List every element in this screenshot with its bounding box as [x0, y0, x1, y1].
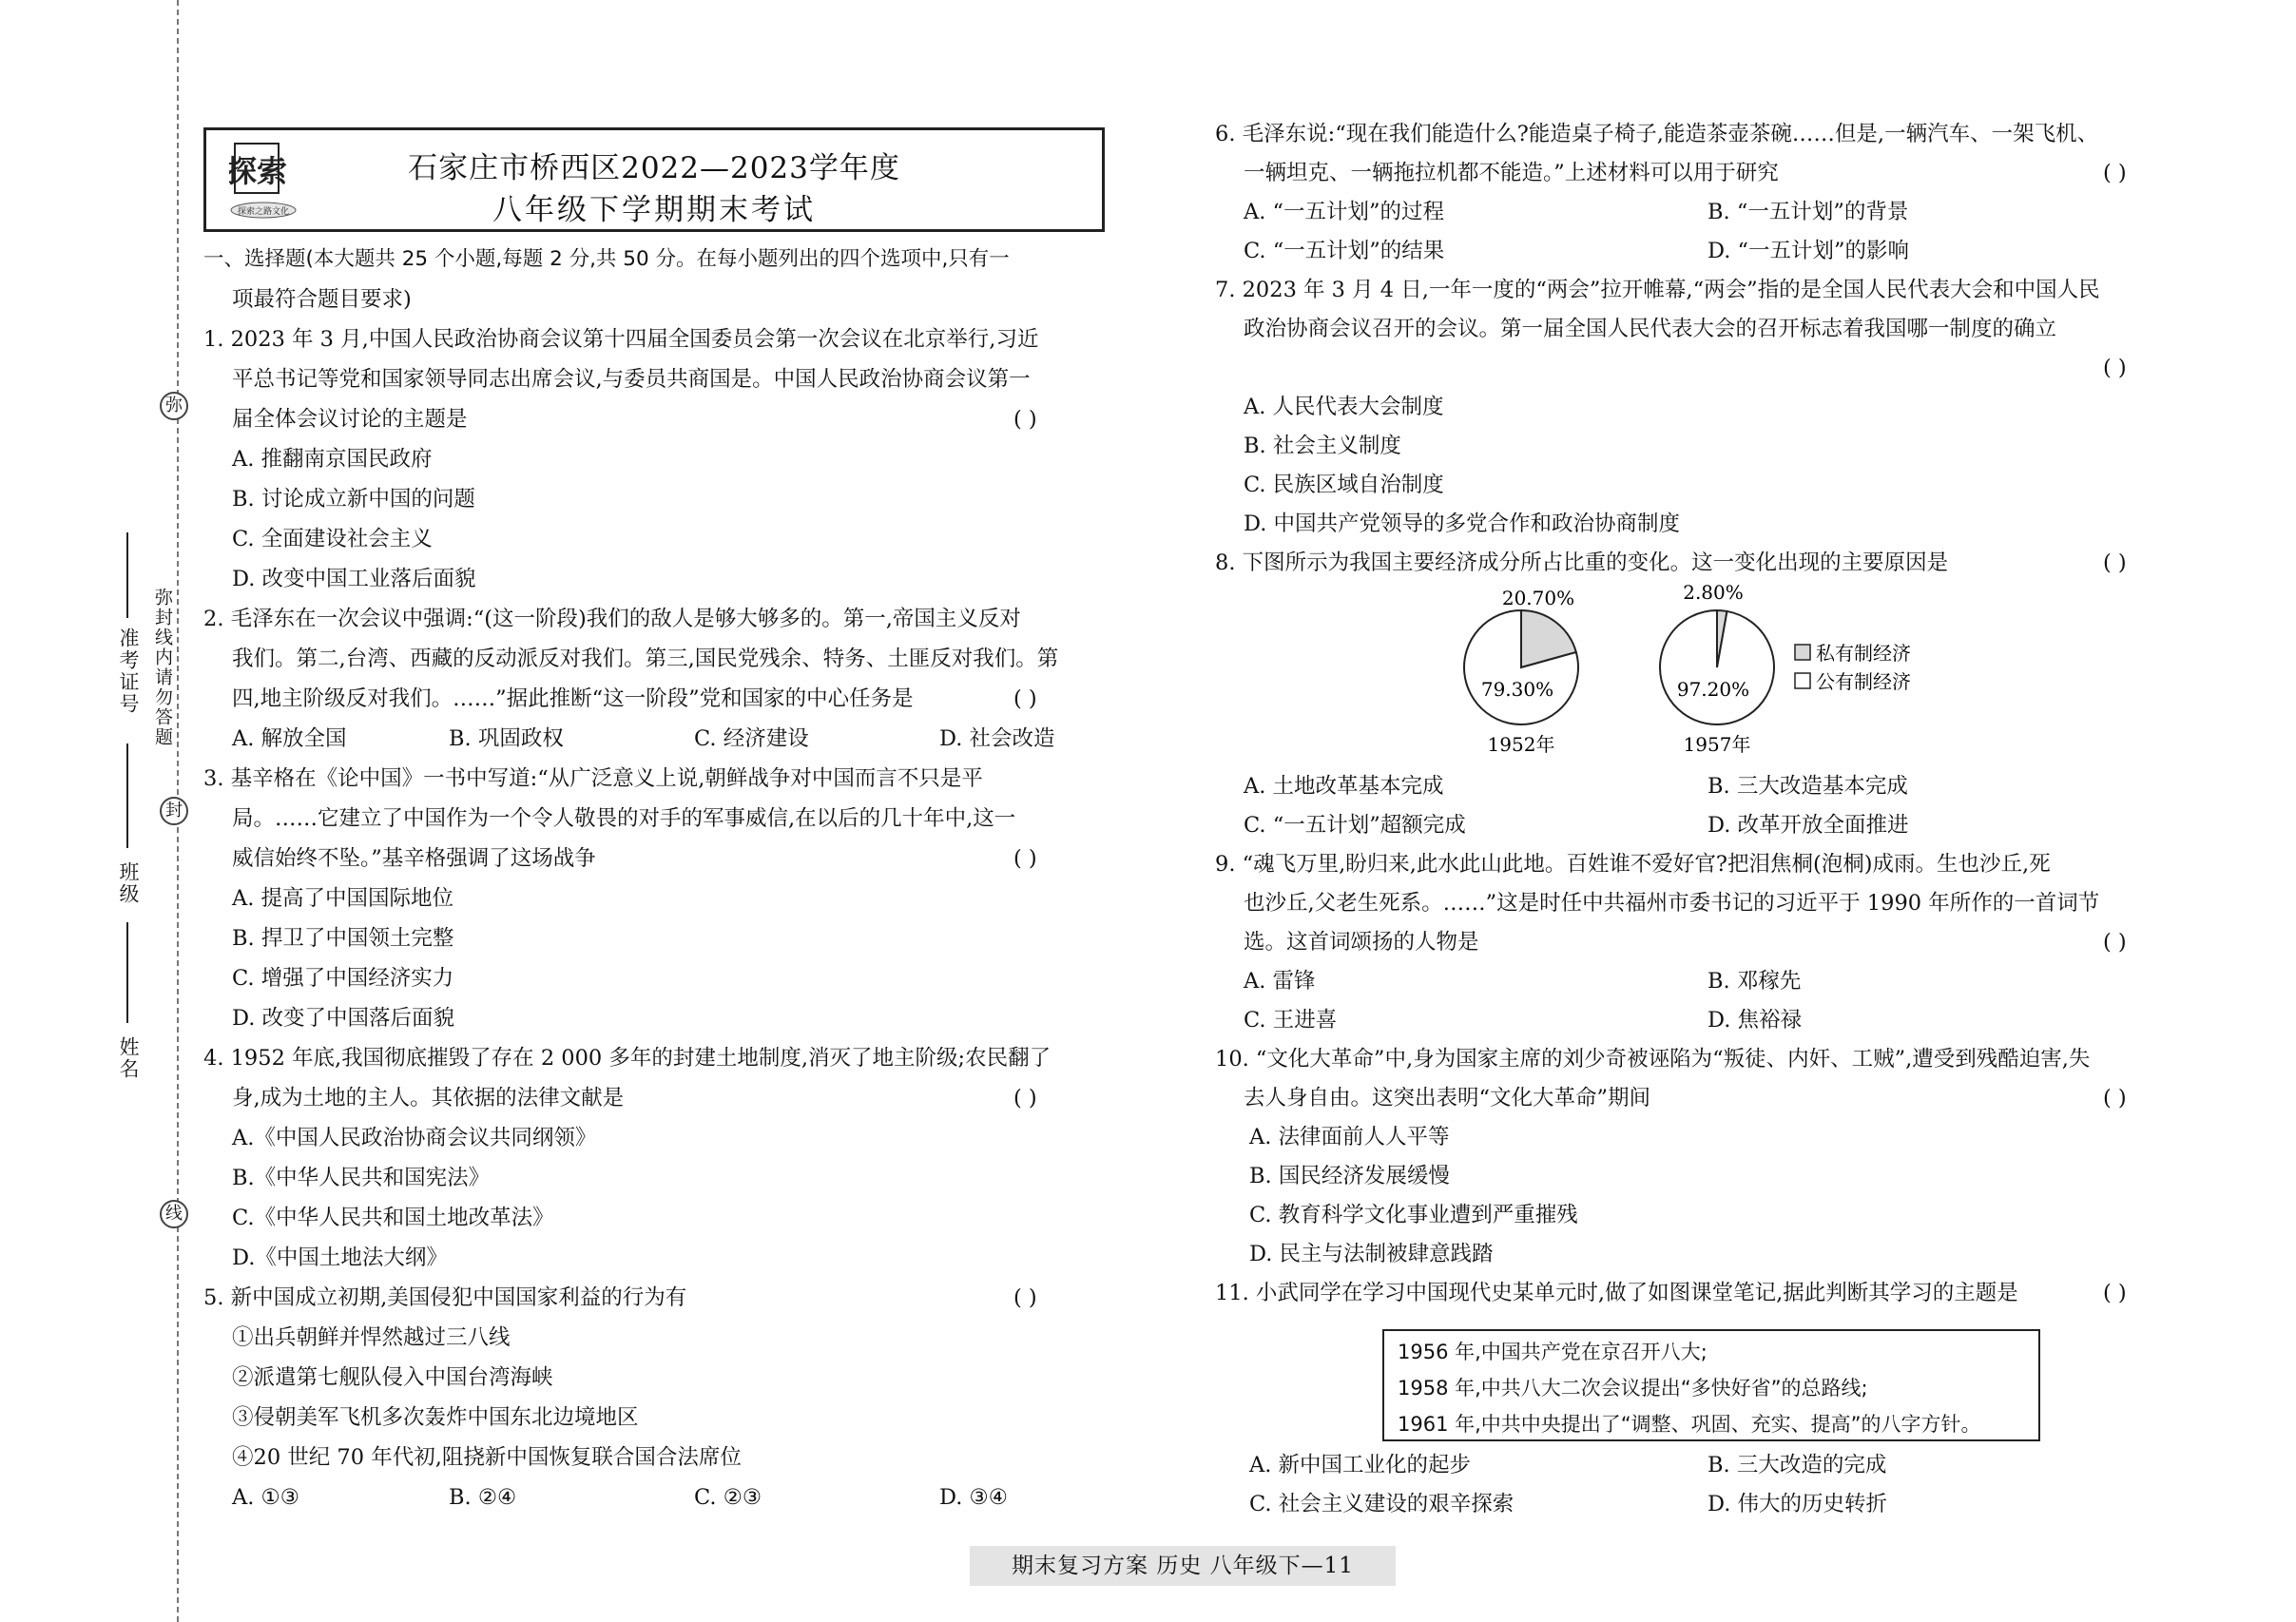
- q2-stem-line3: 四,地主阶级反对我们。……”据此推断“这一阶段”党和国家的中心任务是: [232, 686, 914, 711]
- q4-option-d[interactable]: D.《中国土地法大纲》: [232, 1245, 448, 1270]
- exam-title: 石家庄市桥西区2022—2023学年度: [408, 151, 900, 185]
- q11-note-line2: 1958 年,中共八大二次会议提出“多快好省”的总路线;: [1398, 1377, 1868, 1400]
- q5-item-2: ②派遣第七舰队侵入中国台湾海峡: [232, 1365, 553, 1390]
- q6-option-d[interactable]: D. “一五计划”的影响: [1708, 239, 1910, 263]
- q9-stem-line1: 9. “魂飞万里,盼归来,此水此山此地。百姓谁不爱好官?把泪焦桐(泡桐)成雨。生也沙丘,死: [1215, 852, 2051, 877]
- binding-note: 弥封线内请勿答题: [152, 588, 173, 747]
- q10-stem-line2: 去人身自由。这突出表明“文化大革命”期间: [1244, 1086, 1651, 1110]
- q6-stem-line1: 6. 毛泽东说:“现在我们能造什么?能造桌子椅子,能造茶壶茶碗……但是,一辆汽车、一架飞机、: [1215, 122, 2099, 146]
- q2-stem-line1: 2. 毛泽东在一次会议中强调:“(这一阶段)我们的敌人是够大够多的。第一,帝国主义反对: [203, 607, 1021, 631]
- binding-margin: [0, 0, 190, 1622]
- pie-chart-1952: [1464, 610, 1578, 724]
- q11-option-a[interactable]: A. 新中国工业化的起步: [1249, 1453, 1472, 1477]
- q11-stem-line1: 11. 小武同学在学习中国现代史某单元时,做了如图课堂笔记,据此判断其学习的主题是: [1215, 1281, 2018, 1305]
- q7-stem-line1: 7. 2023 年 3 月 4 日,一年一度的“两会”拉开帷幕,“两会”指的是全国人民代表大会和中国人民: [1215, 278, 2100, 302]
- q10-option-c[interactable]: C. 教育科学文化事业遭到严重摧残: [1249, 1203, 1578, 1227]
- q2-option-a[interactable]: A. 解放全国: [232, 726, 347, 751]
- q1-option-a[interactable]: A. 推翻南京国民政府: [232, 447, 433, 472]
- svg-text:探索: 探索: [229, 153, 288, 189]
- q7-stem-line2: 政治协商会议召开的会议。第一届全国人民代表大会的召开标志着我国哪一制度的确立: [1244, 317, 2057, 341]
- q7-answer-blank[interactable]: ( ): [2103, 356, 2127, 380]
- class-field[interactable]: [126, 743, 128, 848]
- q1-option-d[interactable]: D. 改变中国工业落后面貌: [232, 567, 476, 591]
- name-field[interactable]: [126, 922, 128, 1023]
- q5-item-4: ④20 世纪 70 年代初,阻挠新中国恢复联合国合法席位: [232, 1445, 742, 1470]
- q4-option-a[interactable]: A.《中国人民政治协商会议共同纲领》: [232, 1126, 597, 1150]
- q1-option-b[interactable]: B. 讨论成立新中国的问题: [232, 487, 475, 512]
- q5-option-b[interactable]: B. ②④: [449, 1485, 517, 1510]
- q10-stem-line1: 10. “文化大革命”中,身为国家主席的刘少奇被诬陷为“叛徒、内奸、工贼”,遭受到残酷迫害,失: [1215, 1047, 2091, 1072]
- q11-option-b[interactable]: B. 三大改造的完成: [1708, 1453, 1887, 1477]
- q3-option-b[interactable]: B. 捍卫了中国领土完整: [232, 926, 454, 951]
- pie-1952-label-public: 20.70%: [1501, 587, 1575, 609]
- q8-stem-line1: 8. 下图所示为我国主要经济成分所占比重的变化。这一变化出现的主要原因是: [1215, 550, 1949, 575]
- q1-stem-line2: 平总书记等党和国家领导同志出席会议,与委员共商国是。中国人民政治协商会议第一: [232, 367, 1031, 392]
- q11-option-d[interactable]: D. 伟大的历史转折: [1708, 1492, 1888, 1516]
- q9-stem-line3: 选。这首词颂扬的人物是: [1244, 930, 1479, 955]
- exam-header: [203, 127, 1105, 232]
- q9-option-b[interactable]: B. 邓稼先: [1708, 969, 1802, 994]
- name-label: 姓名: [117, 1036, 140, 1080]
- q3-stem-line2: 局。……它建立了中国作为一个令人敬畏的对手的军事威信,在以后的几十年中,这一: [232, 806, 1016, 831]
- q7-option-b[interactable]: B. 社会主义制度: [1244, 434, 1401, 458]
- q4-stem-line2: 身,成为土地的主人。其依据的法律文献是: [232, 1086, 625, 1110]
- binding-mark-xian: 线: [160, 1200, 188, 1228]
- q2-option-c[interactable]: C. 经济建设: [694, 726, 809, 751]
- pie-chart-1957: [1660, 610, 1774, 724]
- q6-stem-line2: 一辆坦克、一辆拖拉机都不能造。”上述材料可以用于研究: [1244, 161, 1779, 185]
- q5-item-1: ①出兵朝鲜并悍然越过三八线: [232, 1325, 511, 1350]
- exam-id-label: 准考证号: [117, 628, 140, 715]
- legend-swatch-private: [1795, 645, 1810, 660]
- q3-stem-line1: 3. 基辛格在《论中国》一书中写道:“从广泛意义上说,朝鲜战争对中国而言不只是平: [203, 766, 983, 791]
- q10-option-a[interactable]: A. 法律面前人人平等: [1249, 1125, 1450, 1149]
- q2-stem-line2: 我们。第二,台湾、西藏的反动派反对我们。第三,国民党残余、特务、土匪反对我们。第: [232, 647, 1059, 671]
- q9-option-c[interactable]: C. 王进喜: [1244, 1008, 1338, 1033]
- class-label: 班级: [117, 861, 140, 905]
- svg-text:探索之路文化: 探索之路文化: [237, 207, 290, 217]
- q9-option-d[interactable]: D. 焦裕禄: [1708, 1008, 1803, 1033]
- q9-option-a[interactable]: A. 雷锋: [1244, 969, 1316, 994]
- q4-option-c[interactable]: C.《中华人民共和国土地改革法》: [232, 1206, 554, 1230]
- section-heading-cont: 项最符合题目要求): [232, 287, 412, 312]
- legend-swatch-public: [1795, 673, 1810, 688]
- page-footer: 期末复习方案 历史 八年级下—11: [970, 1546, 1396, 1586]
- binding-mark-mi: 弥: [160, 392, 188, 420]
- q6-option-b[interactable]: B. “一五计划”的背景: [1708, 200, 1909, 224]
- q4-stem-line1: 4. 1952 年底,我国彻底摧毁了存在 2 000 多年的封建土地制度,消灭了地主阶级;农民翻了: [203, 1046, 1052, 1071]
- q2-option-d[interactable]: D. 社会改造: [939, 726, 1055, 751]
- q4-option-b[interactable]: B.《中华人民共和国宪法》: [232, 1166, 491, 1190]
- q9-stem-line2: 也沙丘,父老生死系。……”这是时任中共福州市委书记的习近平于 1990 年所作的一首词节: [1244, 891, 2100, 916]
- q11-note-line3: 1961 年,中共中央提出了“调整、巩固、充实、提高”的八字方针。: [1398, 1413, 1981, 1436]
- q7-option-c[interactable]: C. 民族区域自治制度: [1244, 473, 1444, 497]
- q3-option-d[interactable]: D. 改变了中国落后面貌: [232, 1006, 455, 1031]
- q1-stem-line1: 1. 2023 年 3 月,中国人民政治协商会议第十四届全国委员会第一次会议在北京举行,习近: [203, 327, 1039, 352]
- q10-answer-blank[interactable]: ( ): [2103, 1086, 2127, 1110]
- q5-stem-line1: 5. 新中国成立初期,美国侵犯中国国家利益的行为有: [203, 1285, 687, 1310]
- exam-id-field[interactable]: [126, 532, 128, 618]
- q11-answer-blank[interactable]: ( ): [2103, 1281, 2127, 1305]
- section-heading: 一、选择题(本大题共 25 个小题,每题 2 分,共 50 分。在每小题列出的四个选项中,只有一: [203, 247, 1010, 271]
- q5-option-a[interactable]: A. ①③: [232, 1485, 299, 1510]
- q4-answer-blank[interactable]: ( ): [1013, 1086, 1037, 1110]
- q6-option-c[interactable]: C. “一五计划”的结果: [1244, 239, 1445, 263]
- q3-option-c[interactable]: C. 增强了中国经济实力: [232, 966, 454, 991]
- q1-option-c[interactable]: C. 全面建设社会主义: [232, 527, 433, 551]
- q9-answer-blank[interactable]: ( ): [2103, 930, 2127, 955]
- pie-1957-year: 1957年: [1683, 733, 1751, 753]
- q3-option-a[interactable]: A. 提高了中国国际地位: [232, 886, 454, 911]
- pie-1952-year: 1952年: [1487, 733, 1555, 753]
- q3-answer-blank[interactable]: ( ): [1013, 846, 1037, 871]
- q2-option-b[interactable]: B. 巩固政权: [449, 726, 564, 751]
- q8-option-a[interactable]: A. 土地改革基本完成: [1244, 774, 1444, 799]
- pie-slice-1957年-公有制经济: [1660, 610, 1774, 724]
- q10-option-b[interactable]: B. 国民经济发展缓慢: [1249, 1164, 1450, 1188]
- q6-option-a[interactable]: A. “一五计划”的过程: [1244, 200, 1445, 224]
- q11-class-notes: [1382, 1329, 2040, 1441]
- q8-option-b[interactable]: B. 三大改造基本完成: [1708, 774, 1908, 799]
- q3-stem-line3: 威信始终不坠。”基辛格强调了这场战争: [232, 846, 596, 871]
- legend-label-private: 私有制经济: [1816, 642, 1911, 665]
- q11-note-line1: 1956 年,中国共产党在京召开八大;: [1398, 1341, 1708, 1363]
- q8-answer-blank[interactable]: ( ): [2103, 550, 2127, 575]
- q6-answer-blank[interactable]: ( ): [2103, 161, 2127, 185]
- left-column: [203, 245, 1109, 1538]
- q5-option-c[interactable]: C. ②③: [694, 1485, 762, 1510]
- q1-stem-line3: 届全体会议讨论的主题是: [232, 407, 468, 432]
- q10-option-d[interactable]: D. 民主与法制被肆意践踏: [1249, 1242, 1494, 1266]
- q7-option-a[interactable]: A. 人民代表大会制度: [1244, 395, 1444, 419]
- q11-option-c[interactable]: C. 社会主义建设的艰辛探索: [1249, 1492, 1515, 1516]
- q8-option-c[interactable]: C. “一五计划”超额完成: [1244, 813, 1466, 838]
- q2-answer-blank[interactable]: ( ): [1013, 686, 1037, 711]
- q7-option-d[interactable]: D. 中国共产党领导的多党合作和政治协商制度: [1244, 512, 1681, 536]
- q5-answer-blank[interactable]: ( ): [1013, 1285, 1037, 1310]
- exam-subtitle: 八年级下学期期末考试: [492, 193, 816, 227]
- q5-option-d[interactable]: D. ③④: [939, 1485, 1008, 1510]
- pie-1957-label-public: 97.20%: [1676, 678, 1750, 701]
- pie-1952-label-private: 79.30%: [1480, 678, 1554, 701]
- economy-pie-charts: [1434, 584, 1928, 753]
- q1-answer-blank[interactable]: ( ): [1013, 407, 1037, 432]
- q8-option-d[interactable]: D. 改革开放全面推进: [1708, 813, 1909, 838]
- binding-mark-feng: 封: [160, 797, 188, 825]
- q5-item-3: ③侵朝美军飞机多次轰炸中国东北边境地区: [232, 1405, 639, 1430]
- pie-1957-label-private: 2.80%: [1683, 584, 1744, 604]
- legend-label-public: 公有制经济: [1816, 670, 1911, 693]
